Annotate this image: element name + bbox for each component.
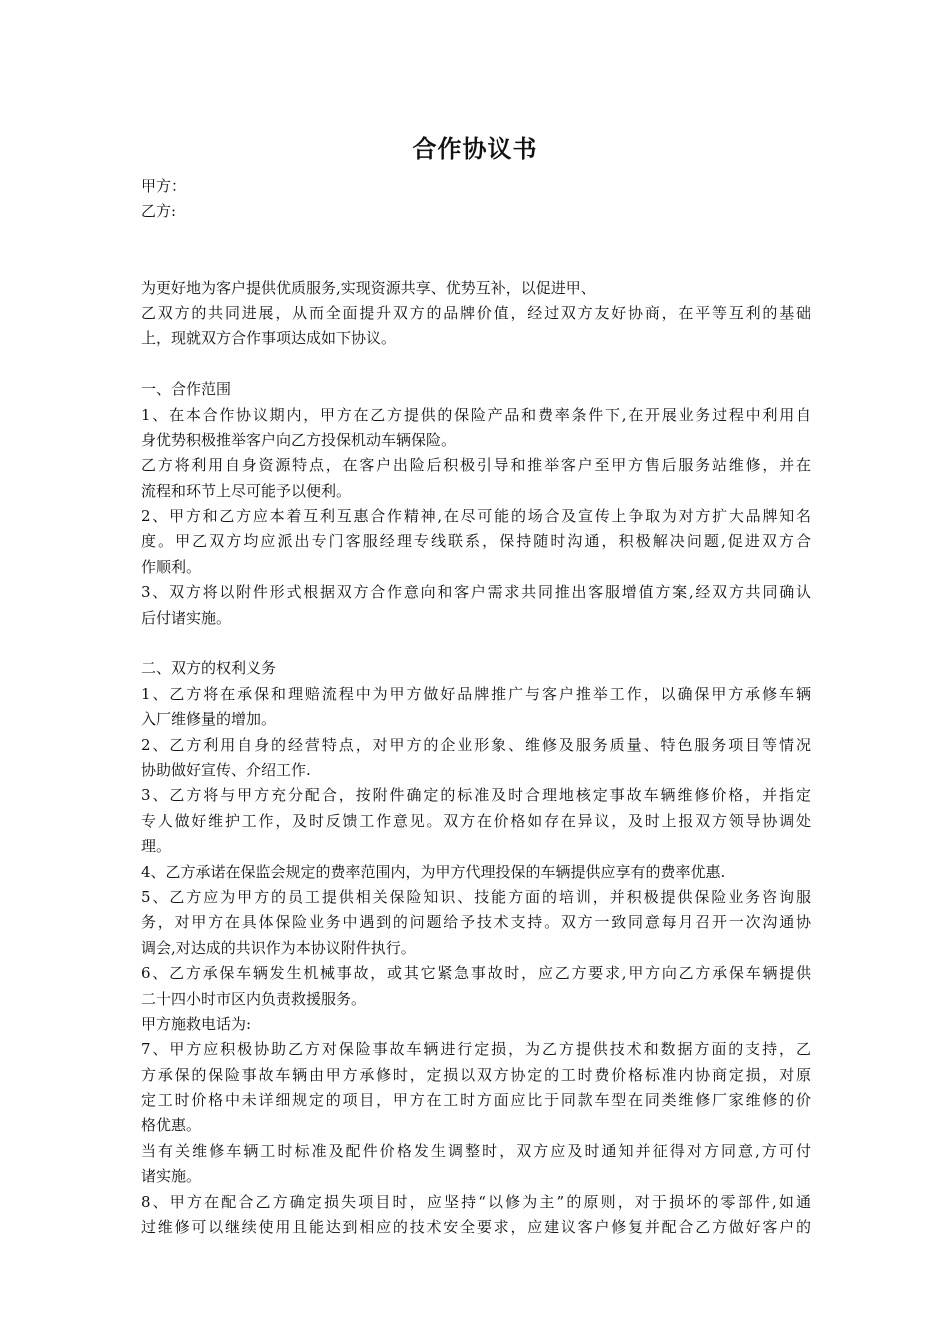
clause-line: 入厂维修量的增加。 [141,710,277,729]
section-heading: 二、双方的权利义务 [141,659,277,678]
clause-line: 7、甲方应积极协助乙方对保险事故车辆进行定损，为乙方提供技术和数据方面的支持，乙 [141,1040,811,1059]
clause-line: 4、乙方承诺在保监会规定的费率范围内，为甲方代理投保的车辆提供应享有的费率优惠. [141,862,726,881]
clause-line: 理。 [141,837,172,856]
clause-line: 作顺利。 [141,557,202,576]
intro-line: 上，现就双方合作事项达成如下协议。 [141,329,397,348]
clause-line: 2、甲方和乙方应本着互利互惠合作精神,在尽可能的场合及宣传上争取为对方扩大品牌知名 [141,507,811,526]
clause-line: 定工时价格中未详细规定的项目，甲方在工时方面应比于同款车型在同类维修厂家维修的价 [141,1091,811,1110]
clause-line: 2、乙方利用自身的经营特点，对甲方的企业形象、维修及服务质量、特色服务项目等情况 [141,735,811,754]
clause-line: 务，对甲方在具体保险业务中遇到的问题给予技术支持。双方一致同意每月召开一次沟通协 [141,913,811,932]
clause-line: 5、乙方应为甲方的员工提供相关保险知识、技能方面的培训，并积极提供保险业务咨询服 [141,887,811,906]
clause-line: 诸实施。 [141,1167,202,1186]
document-title: 合作协议书 [412,135,538,163]
document-body [141,174,811,1240]
clause-line: 调会,对达成的共识作为本协议附件执行。 [141,938,416,957]
clause-line: 乙方将利用自身资源特点，在客户出险后积极引导和推举客户至甲方售后服务站维修，并在 [141,456,811,475]
clause-line: 当有关维修车辆工时标准及配件价格发生调整时，双方应及时通知并征得对方同意,方可付 [141,1141,811,1160]
clause-line: 甲方施救电话为: [141,1014,252,1033]
clause-line: 格优惠。 [141,1116,202,1135]
clause-line: 1、在本合作协议期内，甲方在乙方提供的保险产品和费率条件下,在开展业务过程中利用自 [141,405,811,424]
party-b-label: 乙方: [141,202,177,221]
clause-line: 专人做好维护工作，及时反馈工作意见。双方在价格如存在异议，及时上报双方领导协调处 [141,811,811,830]
clause-line: 1、乙方将在承保和理赔流程中为甲方做好品牌推广与客户推举工作，以确保甲方承修车辆 [141,684,811,703]
intro-paragraph [141,276,811,352]
intro-line: 为更好地为客户提供优质服务,实现资源共享、优势互补，以促进甲、 [141,278,596,297]
clause-line: 3、双方将以附件形式根据双方合作意向和客户需求共同推出客服增值方案,经双方共同确认 [141,583,811,602]
section-rights-obligations [141,656,811,1240]
clause-line: 过维修可以继续使用且能达到相应的技术安全要求，应建议客户修复并配合乙方做好客户的 [141,1218,811,1237]
spacer [141,631,811,656]
clause-line: 6、乙方承保车辆发生机械事故，或其它紧急事故时，应乙方要求,甲方向乙方承保车辆提供 [141,964,811,983]
clause-line: 后付诸实施。 [141,608,232,627]
clause-line: 身优势积极推举客户向乙方投保机动车辆保险。 [141,430,457,449]
spacer [141,352,811,377]
clause-line: 二十四小时市区内负责救援服务。 [141,989,367,1008]
intro-line: 乙双方的共同进展，从而全面提升双方的品牌价值，经过双方友好协商，在平等互利的基础 [141,303,811,322]
section-cooperation-scope [141,377,811,631]
clause-line: 协助做好宣传、介绍工作. [141,761,311,779]
clause-line: 方承保的保险事故车辆由甲方承修时，定损以双方协定的工时费价格标准内协商定损，对原 [141,1065,811,1084]
party-a-label: 甲方： [141,177,187,195]
spacer [141,225,811,276]
section-heading: 一、合作范围 [141,380,232,399]
clause-line: 8、甲方在配合乙方确定损失项目时，应坚持“以修为主”的原则，对于损坏的零部件,如通 [141,1192,811,1211]
clause-line: 3、乙方将与甲方充分配合，按附件确定的标准及时合理地核定事故车辆维修价格，并指定 [141,786,811,805]
clause-line: 流程和环节上尽可能予以便利。 [141,481,352,500]
clause-line: 度。甲乙双方均应派出专门客服经理专线联系，保持随时沟通，积极解决问题,促进双方合 [141,532,811,551]
